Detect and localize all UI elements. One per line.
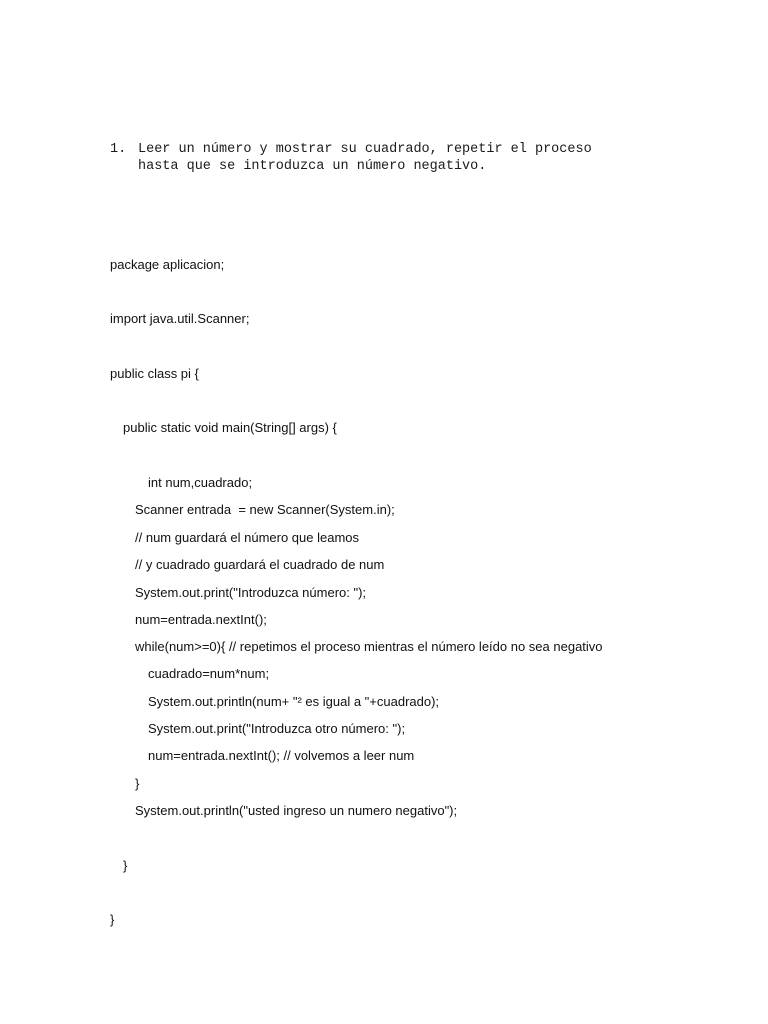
- code-print-1: System.out.print("Introduzca número: ");: [135, 585, 367, 600]
- code-scanner: Scanner entrada = new Scanner(System.in);: [135, 502, 395, 517]
- code-main-declaration: public static void main(String[] args) {: [123, 420, 337, 435]
- code-square: cuadrado=num*num;: [148, 666, 270, 681]
- code-println-2: System.out.println("usted ingreso un numero negativo");: [135, 803, 458, 818]
- code-close-class: }: [110, 912, 115, 927]
- code-class-declaration: public class pi {: [110, 366, 199, 381]
- code-comment-2: // y cuadrado guardará el cuadrado de num: [135, 557, 385, 572]
- code-package: package aplicacion;: [110, 257, 225, 272]
- code-close-main: }: [123, 858, 128, 873]
- code-println-1: System.out.println(num+ "² es igual a "+cuadrado);: [148, 694, 440, 709]
- code-print-2: System.out.print("Introduzca otro número: ");: [148, 721, 406, 736]
- code-while: while(num>=0){ // repetimos el proceso mientras el número leído no sea negativo: [135, 639, 603, 654]
- exercise-line-1: Leer un número y mostrar su cuadrado, repetir el proceso: [138, 142, 592, 157]
- code-read-2: num=entrada.nextInt(); // volvemos a leer num: [148, 748, 415, 763]
- code-variable-declaration: int num,cuadrado;: [148, 475, 253, 490]
- code-close-while: }: [135, 776, 140, 791]
- exercise-number: 1.: [110, 142, 127, 157]
- code-import: import java.util.Scanner;: [110, 311, 250, 326]
- exercise-line-2: hasta que se introduzca un número negativo.: [138, 159, 487, 174]
- code-read-1: num=entrada.nextInt();: [135, 612, 267, 627]
- code-comment-1: // num guardará el número que leamos: [135, 530, 360, 545]
